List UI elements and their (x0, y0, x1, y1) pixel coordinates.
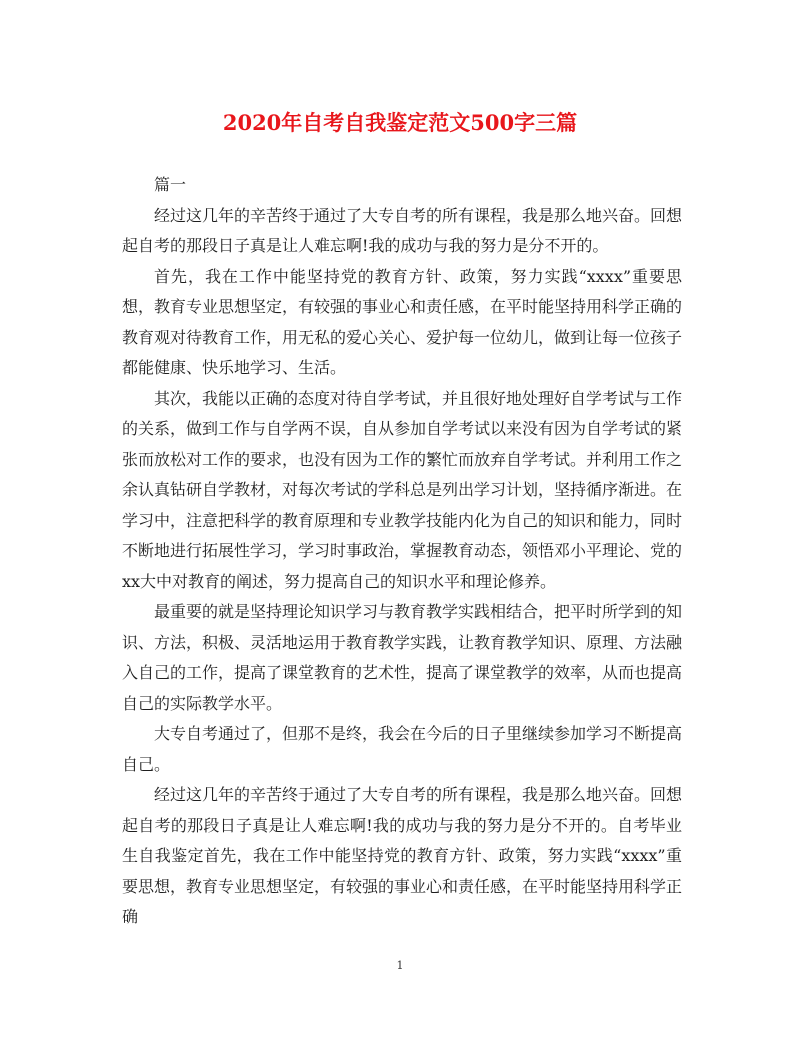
document-body (122, 170, 682, 933)
paragraph: 大专自考通过了，但那不是终，我会在今后的日子里继续参加学习不断提高自己。 (122, 724, 683, 774)
paragraph: 最重要的就是坚持理论知识学习与教育教学实践相结合，把平时所学到的知识、方法，积极、灵活地运用于教育教学实践，让教育教学知识、原理、方法融入自己的工作，提高了课堂教育的艺术性，提高了课堂教学的效率，从而也提高自己的实际教学水平。 (122, 602, 683, 713)
paragraph: 其次，我能以正确的态度对待自学考试，并且很好地处理好自学考试与工作的关系，做到工作与自学两不误，自从参加自学考试以来没有因为自学考试的紧张而放松对工作的要求，也没有因为工作的繁忙而放弃自学考试。并利用工作之余认真钻研自学教材，对每次考试的学科总是列出学习计划，坚持循序渐进。在学习中，注意把科学的教育原理和专业教学技能内化为自己的知识和能力，同时不断地进行拓展性学习，学习时事政治，掌握教育动态，领悟邓小平理论、党的xx大中对教育的阐述，努力提高自己的知识水平和理论修养。 (122, 388, 683, 591)
paragraph: 首先，我在工作中能坚持党的教育方针、政策，努力实践“xxxx”重要思想，教育专业思想坚定，有较强的事业心和责任感，在平时能坚持用科学正确的教育观对待教育工作，用无私的爱心关心、爱护每一位幼儿，做到让每一位孩子都能健康、快乐地学习、生活。 (122, 266, 683, 377)
page-number: 1 (396, 959, 404, 972)
paragraph: 经过这几年的辛苦终于通过了大专自考的所有课程，我是那么地兴奋。回想起自考的那段日子真是让人难忘啊!我的成功与我的努力是分不开的。 (122, 205, 683, 255)
document-title: 2020年自考自我鉴定范文500字三篇 (222, 110, 578, 135)
section-heading: 篇一 (154, 175, 187, 194)
paragraph: 经过这几年的辛苦终于通过了大专自考的所有课程，我是那么地兴奋。回想起自考的那段日子真是让人难忘啊!我的成功与我的努力是分不开的。自考毕业生自我鉴定首先，我在工作中能坚持党的教育方针、政策，努力实践“xxxx”重要思想，教育专业思想坚定，有较强的事业心和责任感，在平时能坚持用科学正确 (122, 785, 683, 926)
